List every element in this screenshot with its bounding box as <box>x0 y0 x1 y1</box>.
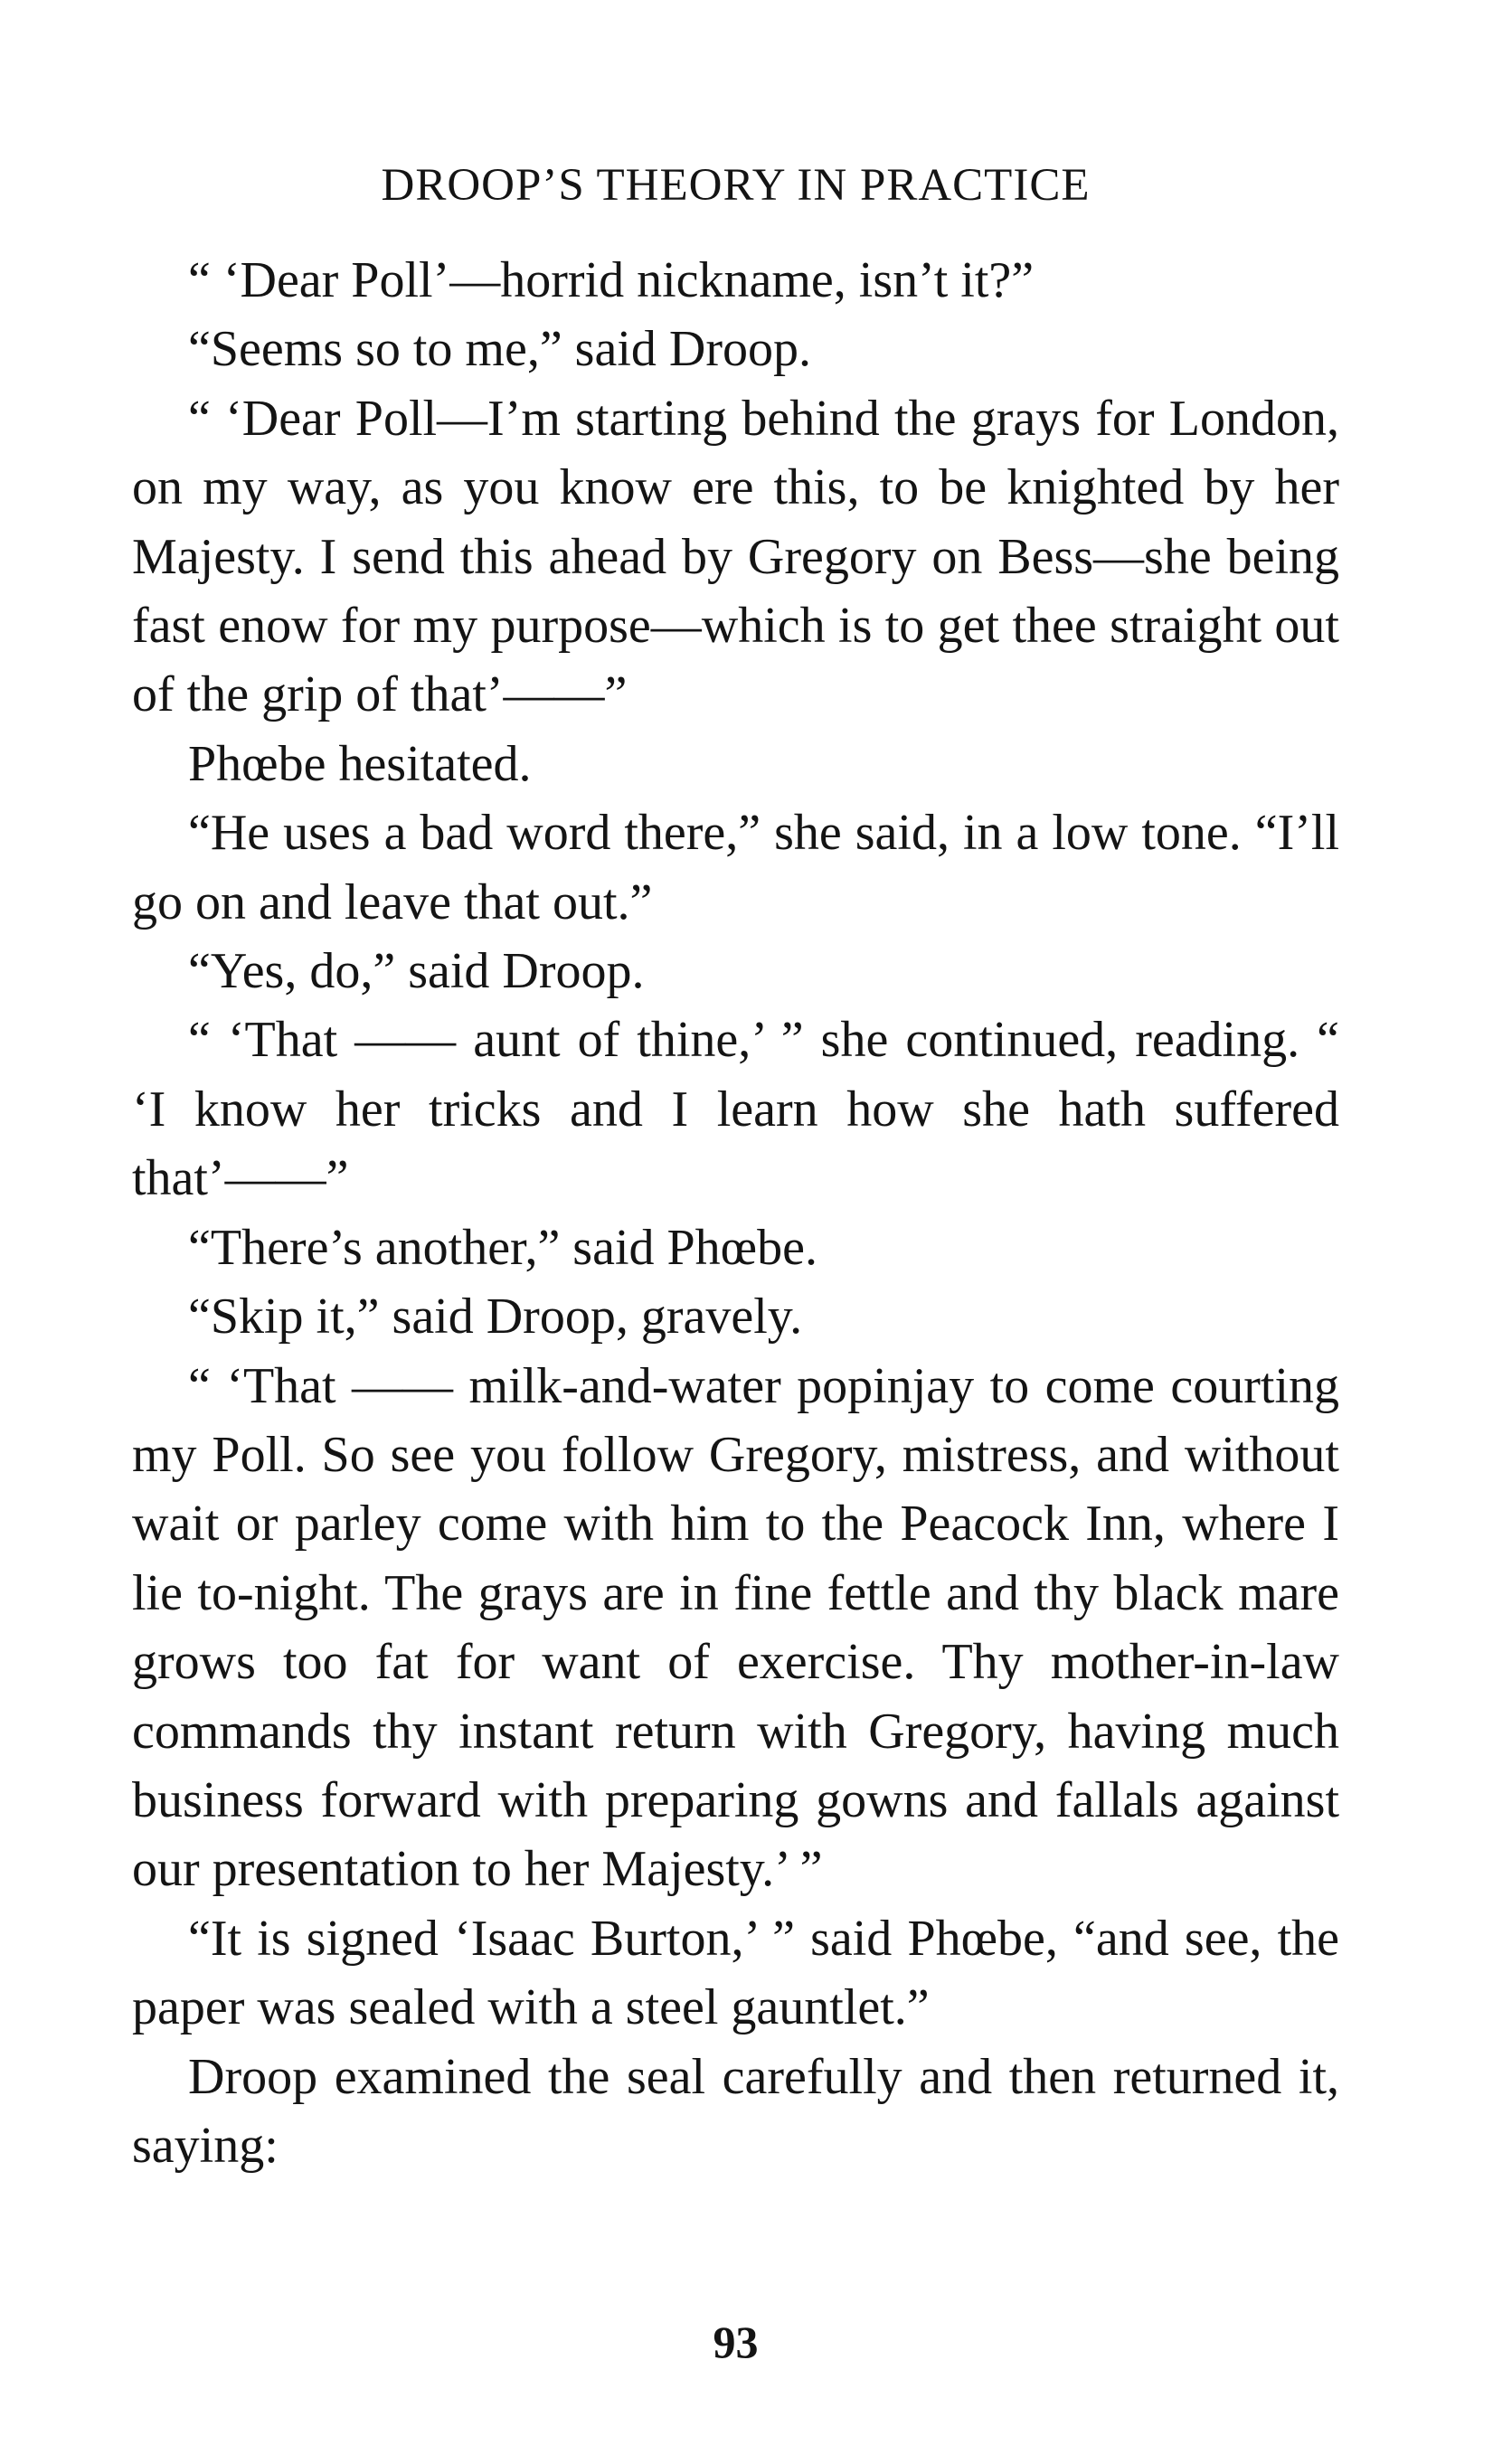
running-head: DROOP’S THEORY IN PRACTICE <box>381 160 1091 211</box>
paragraph: “ ‘Dear Poll’—horrid nickname, isn’t it?” <box>188 252 1035 308</box>
page-number: 93 <box>713 2317 759 2367</box>
paragraph: “ ‘That —— aunt of thine,’ ” she continued, reading. “ ‘I know her tricks and I learn how she hath suffered that’——” <box>132 1012 1339 1207</box>
paragraph: “Seems so to me,” said Droop. <box>188 321 811 378</box>
paragraph: “There’s another,” said Phœbe. <box>188 1219 817 1276</box>
paragraph: “ ‘That —— milk-and-water popinjay to come courting my Poll. So see you follow Gregory, mistress, and without wait or parley come with him to the Peacock Inn, where I lie to-night. The grays are in fine fettle and thy black mare grows too fat for want of exercise. Thy mother-in-law commands thy instant return with Gregory, having much business forward with preparing gowns and fallals against our presentation to her Majesty.’ ” <box>132 1357 1339 1898</box>
body-text <box>132 246 1339 2180</box>
paragraph: “Skip it,” said Droop, gravely. <box>188 1289 803 1345</box>
paragraph: Phœbe hesitated. <box>188 735 532 792</box>
paragraph: “Yes, do,” said Droop. <box>188 943 645 1000</box>
paragraph: Droop examined the seal carefully and then returned it, saying: <box>132 2048 1339 2174</box>
paragraph: “ ‘Dear Poll—I’m starting behind the grays for London, on my way, as you know ere this, to be knighted by her Majesty. I send this ahead by Gregory on Bess—she being fast enow for my purpose—which is to get thee straight out of the grip of that’——” <box>132 390 1339 723</box>
paragraph: “He uses a bad word there,” she said, in a low tone. “I’ll go on and leave that out.” <box>132 805 1339 930</box>
paragraph: “It is signed ‘Isaac Burton,’ ” said Phœbe, “and see, the paper was sealed with a steel gauntlet.” <box>132 1910 1339 2036</box>
book-page <box>132 154 1339 2180</box>
